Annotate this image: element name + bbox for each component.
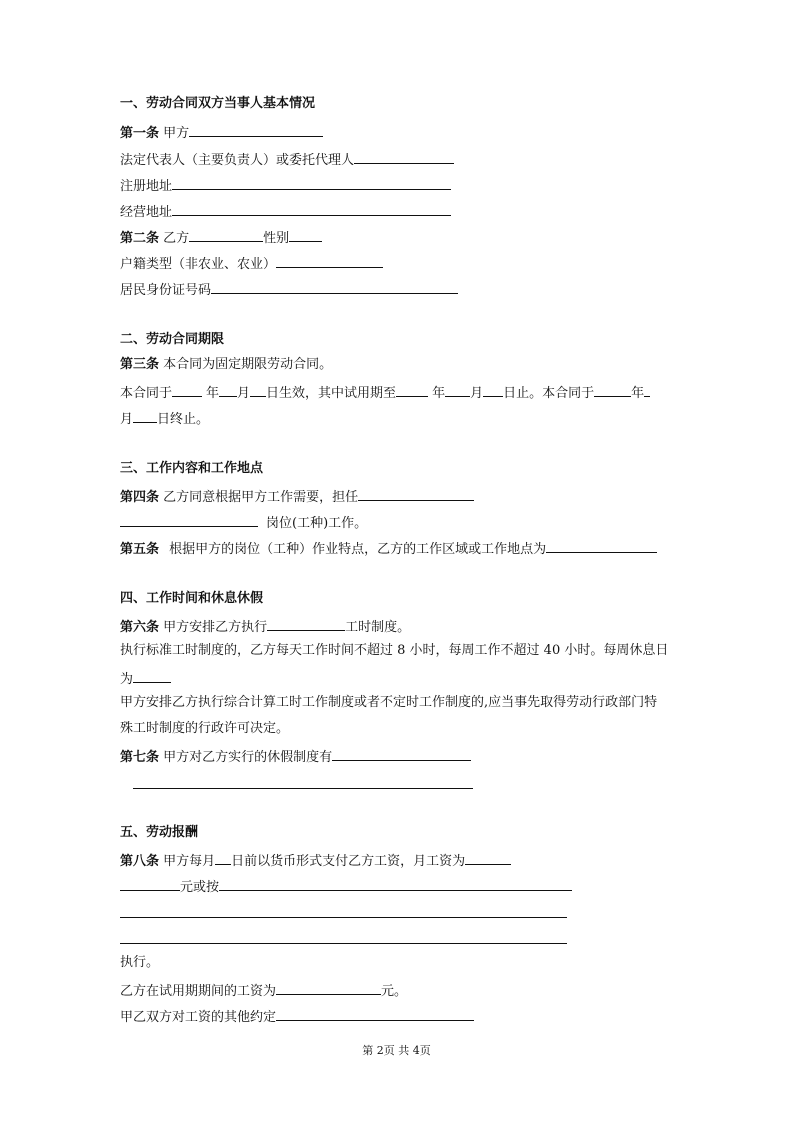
article-2	[120, 228, 322, 244]
article-text: 为	[120, 672, 134, 687]
pay-day-blank[interactable]	[215, 851, 231, 865]
article-title: 第六条	[120, 620, 160, 635]
other-wage-line	[120, 1007, 474, 1023]
article-text: 工时制度。	[345, 620, 411, 635]
comp-hours-line-2: 殊工时制度的行政许可决定。	[120, 721, 290, 736]
gender-blank[interactable]	[289, 228, 322, 242]
end-year-blank[interactable]	[594, 383, 631, 397]
page-footer: 第 2页 共 4页	[362, 1044, 431, 1057]
article-4	[120, 487, 474, 503]
legal-rep-line	[120, 150, 454, 166]
probation-day-blank[interactable]	[483, 383, 503, 397]
gender-label: 性别	[263, 231, 290, 246]
article-title: 第二条	[120, 231, 160, 246]
position-blank-2[interactable]	[120, 513, 258, 527]
term-text: 日止。本合同于	[503, 386, 595, 401]
end-day-blank[interactable]	[133, 409, 157, 423]
term-text: 本合同于	[120, 386, 173, 401]
term-text: 日生效，其中试用期至	[266, 386, 397, 401]
section-heading-2: 二、劳动合同期限	[120, 332, 225, 347]
hukou-blank[interactable]	[276, 254, 383, 268]
start-day-blank[interactable]	[250, 383, 266, 397]
party-a-blank[interactable]	[189, 123, 323, 137]
article-4-cont	[120, 513, 367, 529]
article-title: 第一条	[120, 126, 160, 141]
article-5	[120, 539, 657, 555]
probation-wage-line	[120, 981, 407, 997]
other-wage-blank[interactable]	[276, 1007, 474, 1021]
article-title: 第八条	[120, 854, 160, 869]
wage-amount-blank[interactable]	[120, 877, 180, 891]
comp-hours-line-1: 甲方安排乙方执行综合计算工时工作制度或者不定时工作制度的,应当事先取得劳动行政部门特	[120, 695, 658, 710]
reg-addr-line	[120, 176, 451, 192]
year-label: 年	[206, 386, 220, 401]
article-3	[120, 357, 332, 373]
party-b-label: 乙方	[163, 231, 190, 246]
party-a-label: 甲方	[163, 126, 190, 141]
work-location-blank[interactable]	[546, 539, 657, 553]
article-text: 甲方对乙方实行的休假制度有	[163, 750, 333, 765]
term-text: 日终止。	[157, 412, 210, 427]
month-label: 月	[120, 412, 134, 427]
article-7	[120, 747, 471, 763]
article-text: 根据甲方的岗位（工种）作业特点，乙方的工作区域或工作地点为	[169, 542, 547, 557]
article-6	[120, 617, 410, 633]
monthly-wage-blank[interactable]	[465, 851, 511, 865]
wage-method-blank[interactable]	[219, 877, 572, 891]
std-hours-line-2	[120, 669, 171, 685]
legal-rep-label: 法定代表人（主要负责人）或委托代理人	[120, 153, 355, 168]
month-label: 月	[470, 386, 484, 401]
party-b-blank[interactable]	[189, 228, 263, 242]
year-label: 年	[631, 386, 645, 401]
id-line	[120, 280, 458, 296]
article-title: 第五条	[120, 542, 160, 557]
article-text: 乙方同意根据甲方工作需要，担任	[163, 490, 359, 505]
id-label: 居民身份证号码	[120, 283, 212, 298]
std-hours-line-1: 执行标准工时制度的，乙方每天工作时间不超过 8 小时，每周工作不超过 40 小时。每周休息日	[120, 643, 669, 658]
article-text: 本合同为固定期限劳动合同。	[163, 357, 333, 372]
article-text: 甲方每月	[163, 854, 216, 869]
wage-line-2	[120, 877, 572, 893]
biz-addr-blank[interactable]	[172, 202, 451, 216]
article-text: 岗位(工种)工作。	[266, 516, 368, 531]
article-1	[120, 123, 323, 139]
reg-addr-blank[interactable]	[172, 176, 451, 190]
end-blank-tail[interactable]	[644, 383, 650, 397]
wage-method-blank-3[interactable]	[120, 943, 567, 944]
section-heading-4: 四、工作时间和休息休假	[120, 591, 264, 606]
probation-wage-blank[interactable]	[276, 981, 381, 995]
biz-addr-line	[120, 202, 451, 218]
id-blank[interactable]	[211, 280, 458, 294]
legal-rep-blank[interactable]	[354, 150, 454, 164]
biz-addr-label: 经营地址	[120, 205, 173, 220]
exec-line: 执行。	[120, 955, 160, 970]
work-hours-blank[interactable]	[267, 617, 345, 631]
section-heading-5: 五、劳动报酬	[120, 825, 199, 840]
article-title: 第三条	[120, 357, 160, 372]
hukou-label: 户籍类型（非农业、农业）	[120, 257, 277, 272]
probation-month-blank[interactable]	[445, 383, 470, 397]
article-text: 元。	[381, 984, 408, 999]
hukou-line	[120, 254, 383, 270]
rest-day-blank[interactable]	[133, 669, 171, 683]
position-blank[interactable]	[358, 487, 474, 501]
year-label: 年	[432, 386, 446, 401]
article-text: 元或按	[180, 880, 220, 895]
article-8	[120, 851, 511, 867]
article-text: 日前以货币形式支付乙方工资，月工资为	[231, 854, 466, 869]
reg-addr-label: 注册地址	[120, 179, 173, 194]
leave-blank-2[interactable]	[133, 788, 473, 789]
section-heading-1: 一、劳动合同双方当事人基本情况	[120, 96, 316, 111]
article-text: 甲乙双方对工资的其他约定	[120, 1010, 277, 1025]
article-title: 第四条	[120, 490, 160, 505]
start-year-blank[interactable]	[172, 383, 202, 397]
term-line-1	[120, 383, 650, 399]
article-text: 甲方安排乙方执行	[163, 620, 268, 635]
term-line-2	[120, 409, 209, 425]
start-month-blank[interactable]	[219, 383, 237, 397]
leave-blank[interactable]	[332, 747, 471, 761]
probation-year-blank[interactable]	[396, 383, 428, 397]
wage-method-blank-2[interactable]	[120, 917, 567, 918]
article-title: 第七条	[120, 750, 160, 765]
section-heading-3: 三、工作内容和工作地点	[120, 461, 264, 476]
article-text: 乙方在试用期期间的工资为	[120, 984, 277, 999]
month-label: 月	[237, 386, 251, 401]
